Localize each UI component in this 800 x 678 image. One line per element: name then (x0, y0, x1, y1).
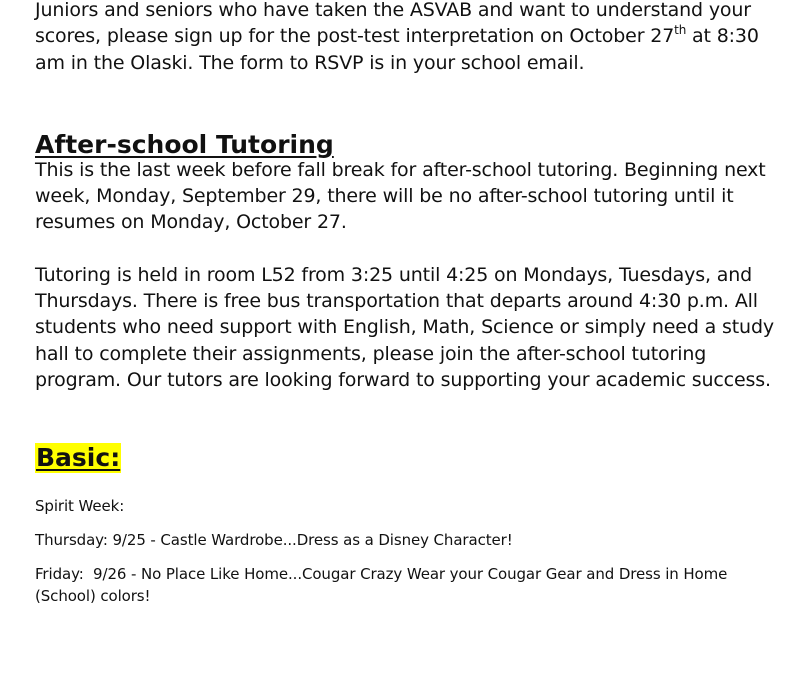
asvab-text-start: Juniors and seniors who have taken the ASVAB and want to understand your scores, please sign up for the post-test interpretation on October 27 (35, 0, 751, 48)
ordinal-suffix: th (674, 22, 687, 37)
spirit-week-thursday: Thursday: 9/25 - Castle Wardrobe...Dress as a Disney Character! (35, 531, 513, 550)
basic-heading-wrap (35, 443, 790, 473)
document-body (35, 0, 790, 607)
spirit-week-friday: Friday: 9/26 - No Place Like Home...Cougar Crazy Wear your Cougar Gear and Dress in Home (School) colors! (35, 565, 732, 606)
tutoring-paragraph-2: Tutoring is held in room L52 from 3:25 until 4:25 on Mondays, Tuesdays, and Thursdays. There is free bus transportation that departs around 4:30 p.m. All students who need support with English, Math, Science or simply need a study hall to complete their assignments, please join the after-school tutoring program. Our tutors are looking forward to supporting your academic success. (35, 263, 774, 391)
tutoring-heading-wrap (35, 130, 790, 160)
asvab-paragraph (35, 0, 790, 76)
spirit-week-label: Spirit Week: (35, 497, 125, 516)
basic-heading: Basic: (36, 443, 121, 473)
tutoring-heading: After-school Tutoring (35, 129, 334, 159)
tutoring-paragraph-1: This is the last week before fall break for after-school tutoring. Beginning next week, Monday, September 29, there will be no after-school tutoring until it resumes on Monday, October 27. (35, 158, 772, 234)
asvab-text-end: at 8:30 am in the Olaski. The form to RSVP is in your school email. (35, 25, 759, 74)
